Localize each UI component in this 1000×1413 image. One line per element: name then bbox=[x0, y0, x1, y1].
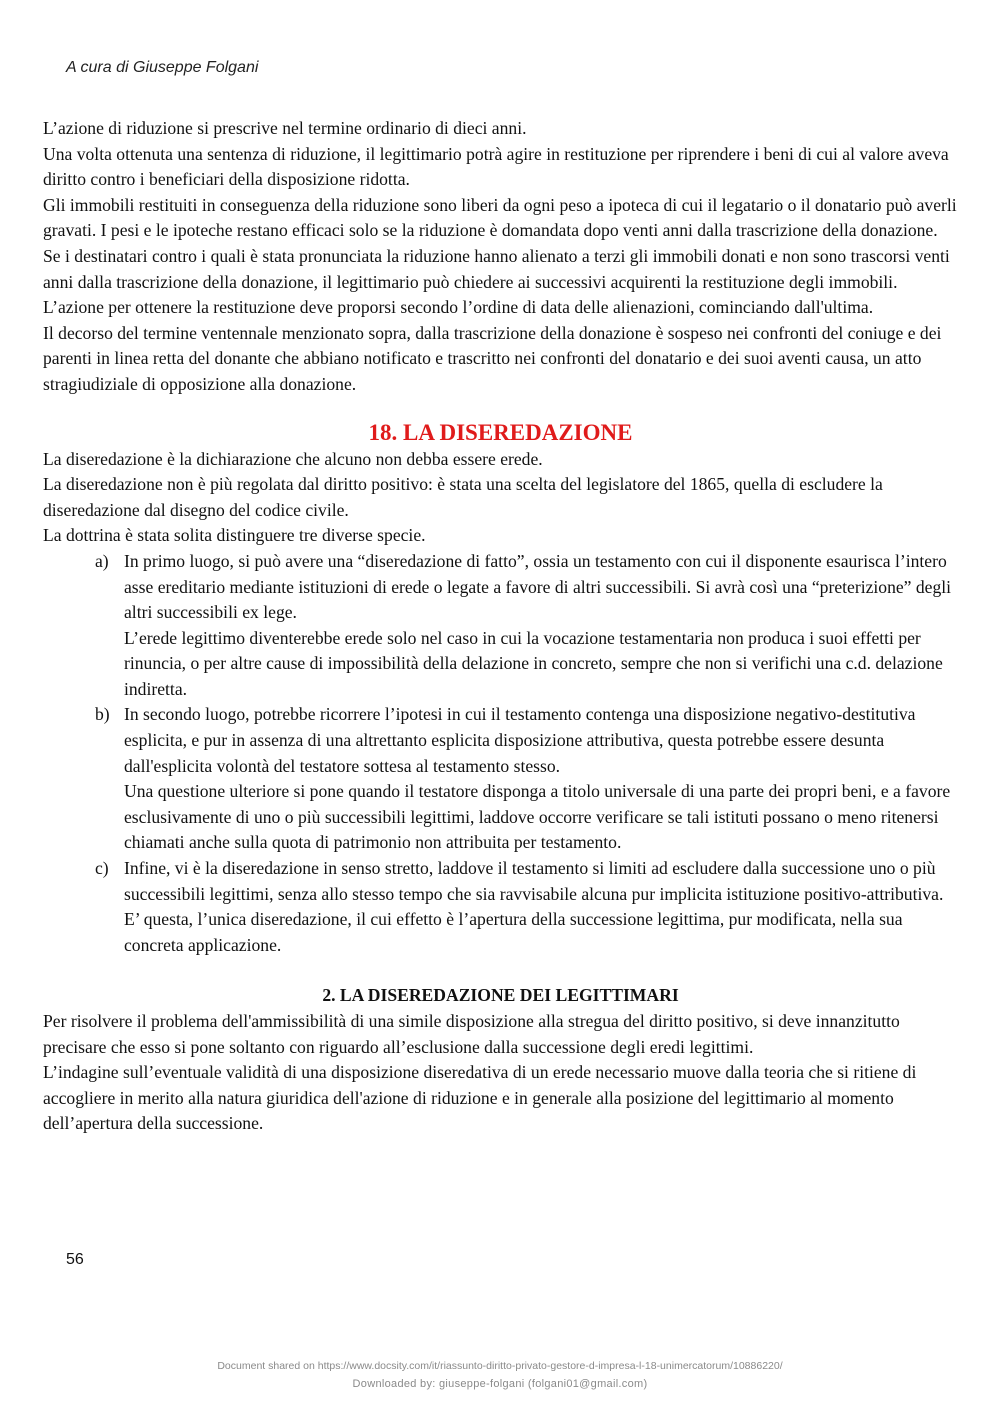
paragraph: La diseredazione è la dichiarazione che alcuno non debba essere erede. bbox=[43, 448, 543, 469]
list-item-text: In primo luogo, si può avere una “diseredazione di fatto”, ossia un testamento con cui il disponente esaurisca l’intero asse ereditario mediante istituzioni di erede o legate a favore di altri successibili. Si avrà così una “preterizione” degli altri successibili ex lege. bbox=[124, 550, 952, 623]
list-item bbox=[43, 702, 958, 856]
paragraph: L’azione di riduzione si prescrive nel termine ordinario di dieci anni. bbox=[43, 118, 527, 138]
section-title-legittimari: 2. LA DISEREDAZIONE DEI LEGITTIMARI bbox=[322, 985, 679, 1006]
document-body bbox=[43, 116, 958, 1137]
list-item-text: Una questione ulteriore si pone quando il testatore disponga a titolo universale di una parte dei propri beni, e a favore esclusivamente di uno o più successibili legittimi, laddove occorre verificare se tali istituti possano o meno ritenersi chiamati anche sulla quota di patrimonio non attribuita per testamento. bbox=[124, 781, 951, 853]
list-item-text: Infine, vi è la diseredazione in senso stretto, laddove il testamento si limiti ad escludere dalla successione uno o più successibili legittimi, senza allo stesso tempo che sia ravvisabile alcuna pur implicita istituzione positivo-attributiva. bbox=[124, 858, 944, 904]
list-item bbox=[43, 549, 958, 703]
footer-shared-link[interactable]: Document shared on https://www.docsity.com/it/riassunto-diritto-privato-gestore-d-impresa-l-18-unimercatorum/10886220/ bbox=[217, 1360, 783, 1372]
paragraph: Se i destinatari contro i quali è stata pronunciata la riduzione hanno alienato a terzi gli immobili donati e non sono trascorsi venti anni dalla trascrizione della donazione, il legittimario può chiedere ai successivi acquirenti la restituzione degli immobili. bbox=[43, 245, 950, 292]
list-marker: b) bbox=[95, 704, 110, 725]
page-number: 56 bbox=[66, 1251, 84, 1268]
paragraph: L’azione per ottenere la restituzione deve proporsi secondo l’ordine di data delle alienazioni, cominciando dall'ultima. bbox=[43, 297, 874, 318]
page-header-author: A cura di Giuseppe Folgani bbox=[66, 59, 259, 76]
list-item bbox=[43, 856, 958, 958]
list-item-text: E’ questa, l’unica diseredazione, il cui effetto è l’apertura della successione legittima, pur modificata, nella sua concreta applicazione. bbox=[124, 909, 903, 955]
list-marker: c) bbox=[95, 858, 109, 879]
paragraph: Una volta ottenuta una sentenza di riduzione, il legittimario potrà agire in restituzione per riprendere i beni di cui al valore aveva diritto contro i beneficiari della disposizione ridotta. bbox=[43, 143, 949, 190]
paragraph: L’indagine sull’eventuale validità di una disposizione diseredativa di un erede necessario muove dalla teoria che si ritiene di accogliere in merito alla natura giuridica dell'azione di riduzione e in generale alla posizione del legittimario al momento dell’apertura della successione. bbox=[43, 1062, 917, 1134]
section-title-diseredazione: 18. LA DISEREDAZIONE bbox=[368, 419, 633, 445]
paragraph: La dottrina è stata solita distinguere tre diverse specie. bbox=[43, 525, 426, 546]
list-item-text: L’erede legittimo diventerebbe erede solo nel caso in cui la vocazione testamentaria non produca i suoi effetti per rinuncia, o per altre cause di impossibilità della delazione in concreto, sempre che non si verifichi una c.d. delazione indiretta. bbox=[124, 627, 943, 699]
paragraph: Gli immobili restituiti in conseguenza della riduzione sono liberi da ogni peso a ipoteca di cui il legatario o il donatario può averli gravati. I pesi e le ipoteche restano efficaci solo se la riduzione è domandata dopo venti anni dalla trascrizione della donazione. bbox=[43, 194, 957, 241]
list-item-text: In secondo luogo, potrebbe ricorrere l’ipotesi in cui il testamento contenga una disposizione negativo-destitutiva esplicita, e pur in assenza di una altrettanto esplicita disposizione attributiva, questa potrebbe essere desunta dall'esplicita volontà del testatore sottesa al testamento stesso. bbox=[124, 704, 916, 776]
paragraph: Il decorso del termine ventennale menzionato sopra, dalla trascrizione della donazione è sospeso nei confronti del coniuge e dei parenti in linea retta del donante che abbiano notificato e trascritto nei confronti del donatario e dei suoi aventi causa, un atto stragiudiziale di opposizione alla donazione. bbox=[43, 322, 942, 394]
paragraph: Per risolvere il problema dell'ammissibilità di una simile disposizione alla stregua del diritto positivo, si deve innanzitutto precisare che esso si pone soltanto con riguardo all’esclusione dalla successione degli eredi legittimi. bbox=[43, 1011, 900, 1057]
paragraph: La diseredazione non è più regolata dal diritto positivo: è stata una scelta del legislatore del 1865, quella di escludere la diseredazione dal disegno del codice civile. bbox=[43, 474, 883, 520]
footer-downloaded-by: Downloaded by: giuseppe-folgani (folgani01@gmail.com) bbox=[352, 1378, 648, 1390]
species-list bbox=[43, 549, 958, 959]
list-marker: a) bbox=[95, 550, 109, 571]
